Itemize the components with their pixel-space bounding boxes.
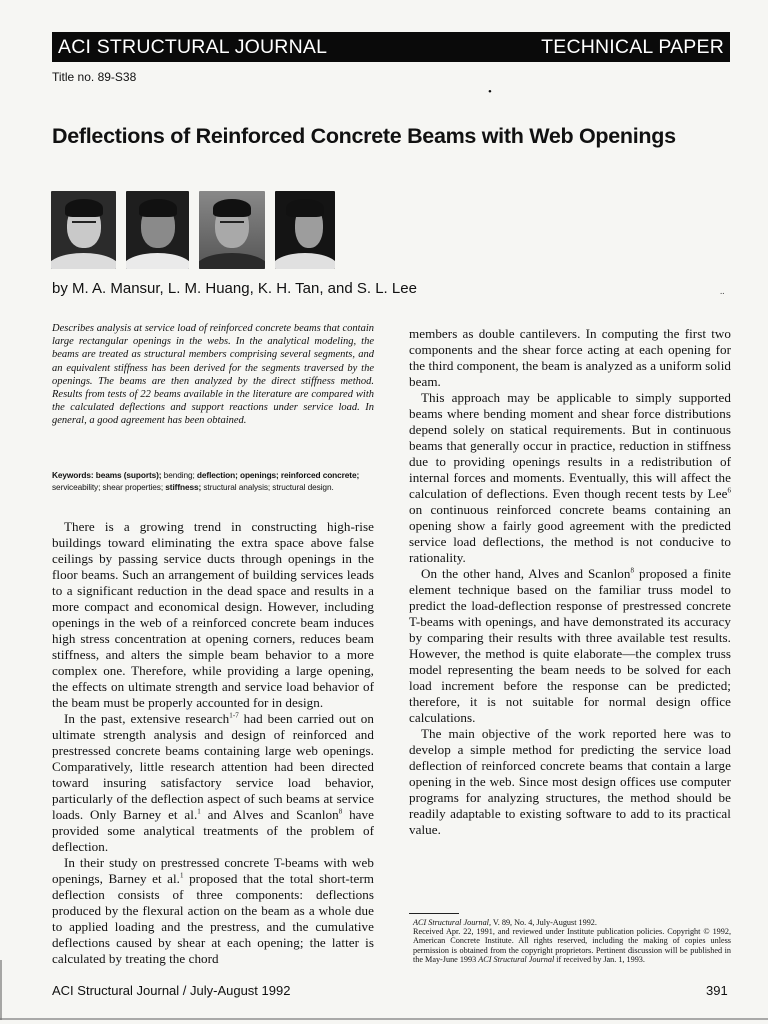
- paragraph: members as double cantilevers. In computing the first two components and the shear force acting at each opening for the third component, the beam is analyzed as a uniform solid beam.: [409, 326, 731, 389]
- keyword-bold: deflection; openings; reinforced concrete;: [196, 470, 360, 480]
- scan-edge-artifact: [0, 960, 12, 1020]
- scan-speck: ..: [720, 286, 725, 296]
- paragraph: There is a growing trend in constructing high-rise buildings toward eliminating the extra space above false ceilings by passing service ducts through openings in the floor beams. Such an arrangement of building services leads to a significant reduction in the dead space and results in a more compact and economical design. However, including openings in the web of a reinforced concrete beam induces high stress concentration at opening corners, reduces beam stiffness, and alters the simple beam behavior to a more complex one. Therefore, while providing a large opening, the effects on ultimate strength and service load behavior of the beam must be properly accounted for in design.: [52, 519, 374, 710]
- author-photo: [126, 191, 189, 269]
- citation: 8: [630, 566, 635, 575]
- citation: 1-7: [229, 711, 239, 720]
- keyword-bold: beams (suports);: [95, 470, 162, 480]
- citation: 8: [338, 807, 343, 816]
- keyword-plain: bending;: [161, 470, 197, 480]
- keywords-label: Keywords:: [52, 470, 94, 480]
- body-right-column: [409, 326, 731, 838]
- paragraph: This approach may be applicable to simply supported beams where bending moment and shear force distributions depend solely on statical requirements. But in continuous beams that generally occur in practice, reduction in stiffness due to providing openings results in a redistribution of internal forces and moments. Eventually, this will affect the calculation of deflections. Even though recent tests by Lee$^6$ on continuous reinforced concrete beams containing an opening show a fairly good agreement with the predicted service load deflections, the method is not conducive to rationality.: [409, 390, 731, 565]
- citation: 1: [197, 807, 201, 816]
- paragraph: In their study on prestressed concrete T-beams with web openings, Barney et al.$^1$ proposed that the total short-term deflection consists of three components: deflections produced by the flexural action on the beam as a whole due to applied loading and the prestress, and the cumulative deflections caused by shear at each opening; the latter is calculated by treating the chord: [52, 855, 374, 966]
- paragraph: On the other hand, Alves and Scanlon$^8$ proposed a finite element technique based on the familiar truss model to predict the load-deflection response of prestressed concrete T-beams with openings, and have demonstrated its accuracy by comparing their results with three available test results. However, the method is quite elaborate—the complex truss model representing the beam needs to be solved for each load increment before the response can be predicted; therefore, it is not suitable for normal design office calculations.: [409, 566, 732, 725]
- keyword-plain: structural analysis; structural design.: [201, 482, 334, 492]
- keyword-bold: stiffness;: [165, 482, 202, 492]
- author-photo: [199, 191, 265, 269]
- author-photos: [51, 191, 335, 269]
- title-number: Title no. 89-S38: [52, 70, 137, 84]
- journal-name: ACI Structural Journal: [478, 954, 555, 964]
- author-photo: [275, 191, 335, 269]
- footnote: ACI Structural Journal, V. 89, No. 4, July-August 1992. Received Apr. 22, 1991, and reviewed under Institute publication policies. Copyright © 1992, American Concrete Institute. All rights reserved, including the making of copies unless permission is obtained from the copyright proprietors. Pertinent discussion will be published in the May-June 1993 ACI Structural Journal if received by Jan. 1, 1993.: [413, 918, 731, 964]
- footer-journal-issue: ACI Structural Journal / July-August 1992: [52, 983, 291, 998]
- journal-label: ACI STRUCTURAL JOURNAL: [58, 35, 328, 58]
- keywords: [52, 469, 374, 493]
- scan-speck: •: [488, 86, 492, 98]
- paragraph: The main objective of the work reported here was to develop a simple method for predicting the service load deflection of reinforced concrete beams that contain a large opening in the web. Since most design offices use computer programs for analyzing structures, the method should be readily adaptable to existing software to add to its practical value.: [409, 726, 731, 837]
- author-photo: [51, 191, 116, 269]
- journal-banner: [52, 32, 730, 62]
- page-number: 391: [706, 983, 728, 998]
- footnote-rule: [409, 913, 459, 914]
- scan-bottom-edge: [0, 1018, 768, 1020]
- keyword-plain: serviceability; shear properties;: [52, 482, 166, 492]
- body-left-column: [52, 519, 374, 967]
- article-title: Deflections of Reinforced Concrete Beams with Web Openings: [52, 124, 676, 148]
- author-line: by M. A. Mansur, L. M. Huang, K. H. Tan, and S. L. Lee: [52, 280, 417, 297]
- abstract: Describes analysis at service load of reinforced concrete beams that contain large rectangular openings in the webs. In the analytical modeling, the beams are treated as structural members comprising several segments, and an equivalent stiffness has been derived for the segments traversed by the openings. The beams are then analyzed by the direct stiffness method. Results from tests of 22 beams available in the literature are compared with the calculated deflections and support reactions under service load. In general, a good agreement has been obtained.: [52, 323, 374, 427]
- citation: 6: [727, 486, 731, 495]
- paragraph: In the past, extensive research$^{1-7}$ had been carried out on ultimate strength analysis and design of reinforced and prestressed concrete beams containing large web openings. Comparatively, little research attention had been directed toward insuring satisfactory service load behavior, particularly of the deflection aspect of such beams at service loads. Only Barney et al.$^1$ and Alves and Scanlon$^8$ have provided some analytical treatments of the problem of deflection.: [52, 711, 375, 854]
- paper-type-label: TECHNICAL PAPER: [541, 35, 724, 58]
- journal-name: ACI Structural Journal,: [413, 918, 492, 927]
- citation: 1: [180, 871, 184, 880]
